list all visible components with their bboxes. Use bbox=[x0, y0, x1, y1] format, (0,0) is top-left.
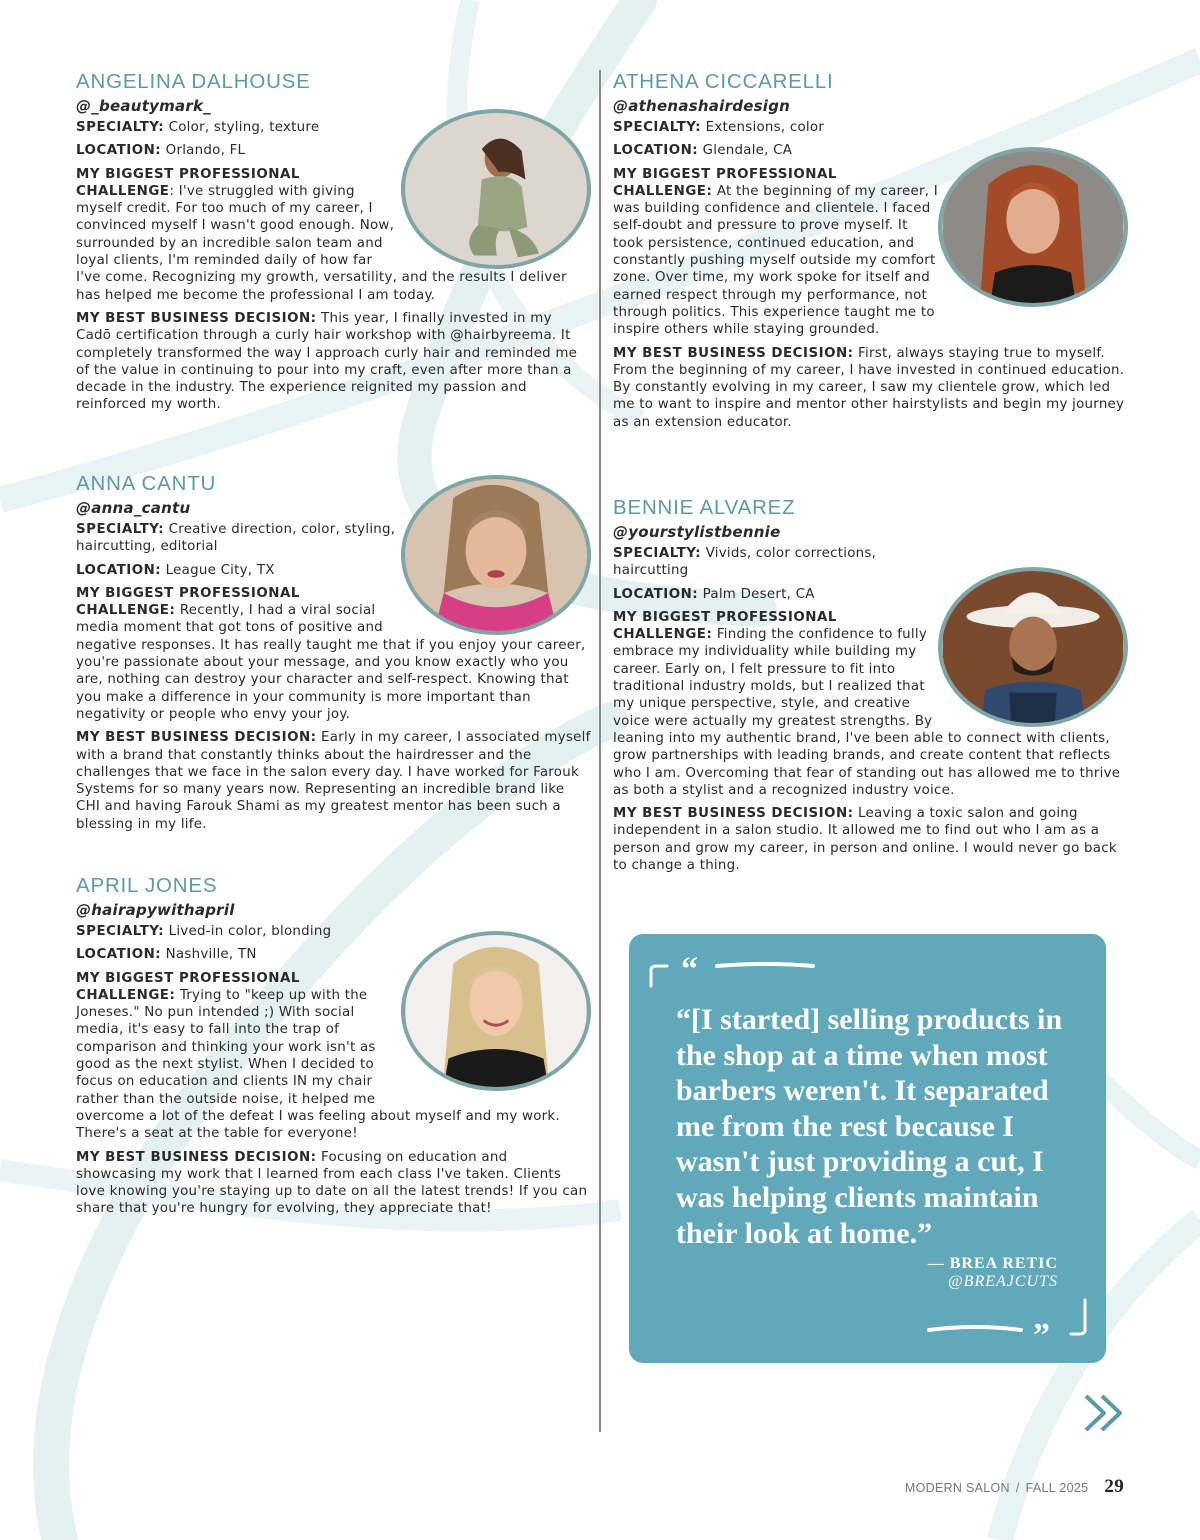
decision-text: First, always staying true to myself. From the beginning of my career, I have invested in continued education. By constantly evolving in my career, I saw my clientele grow, which led me to want to inspire and mentor other hairstylists and begin my journey as an extension educator. bbox=[613, 345, 1125, 430]
challenge-text: At the beginning of my career, I was building confidence and clientele. I faced self-doubt and pressure to prove myself. It took persistence, continued education, and constantly pushing myself outside my comfort zone. Over time, my work spoke for itself and earned respect through my performance, not through politics. This experience taught me to inspire others while staying grounded. bbox=[613, 183, 938, 338]
challenge-text: Recently, I had a viral social media moment that got tons of positive and negative responses. It has really taught me that if you enjoy your career, you're passionate about your message, and you know exactly who you are, nothing can destroy your character and self-respect. Knowing that you make a difference in your community is more important than negativity or people who envy your joy. bbox=[76, 603, 586, 722]
svg-text:”: ” bbox=[1033, 1317, 1050, 1344]
specialty-value: Creative direction, color, styling, haircutting, editorial bbox=[76, 522, 396, 555]
specialty-value: Vivids, color corrections, haircutting bbox=[613, 546, 877, 579]
decision-text: Leaving a toxic salon and going independent in a salon studio. It allowed me to find out who I am as a person and grow my career, in person and online. I would never go back to change a thing. bbox=[613, 806, 1117, 874]
profile-april-jones bbox=[76, 874, 591, 1224]
page-footer bbox=[905, 1476, 1124, 1498]
location-value: Orlando, FL bbox=[161, 143, 246, 159]
specialty-value: Color, styling, texture bbox=[164, 120, 320, 135]
portrait-image bbox=[942, 151, 1124, 303]
location-label: LOCATION: bbox=[76, 562, 162, 578]
profile-photo bbox=[938, 147, 1128, 307]
pull-quote-attribution bbox=[928, 1255, 1058, 1291]
challenge-label: MY BIGGEST PROFESSIONAL CHALLENGE: bbox=[76, 970, 300, 1003]
challenge-text: Trying to "keep up with the Joneses." No pun intended ;) With social media, it's easy to fall into the trap of comparison and thinking your work isn't as good as the next stylist. When I decided to focus on education and clients IN my chair rather than the outside noise, it helped me overcome a lot of the defeat I was feeling about myself and my work. There's a seat at the table for everyone! bbox=[76, 987, 560, 1142]
profile-angelina-dalhouse bbox=[76, 70, 591, 420]
portrait-image bbox=[405, 479, 587, 631]
profile-handle: @anna_cantu bbox=[76, 499, 191, 517]
challenge-label: MY BIGGEST PROFESSIONAL CHALLENGE bbox=[76, 166, 300, 199]
specialty-label: SPECIALTY: bbox=[76, 522, 165, 537]
location-label: LOCATION: bbox=[613, 143, 699, 159]
pull-quote-text: “[I started] selling products in the shop at a time when most barbers weren't. It separated me from the rest because I wasn't just providing a cut, I was helping clients maintain their look at home.” bbox=[676, 1003, 1063, 1250]
pull-quote-box bbox=[629, 934, 1106, 1363]
svg-text:“: “ bbox=[681, 952, 698, 988]
portrait-image bbox=[405, 113, 587, 265]
issue-label: FALL 2025 bbox=[1025, 1481, 1089, 1495]
profile-name: ATHENA CICCARELLI bbox=[613, 70, 834, 93]
quote-author-name: — BREA RETIC bbox=[927, 1255, 1058, 1272]
profile-handle: @hairapywithapril bbox=[76, 901, 235, 919]
portrait-image bbox=[405, 935, 587, 1087]
location-value: League City, TX bbox=[161, 562, 275, 578]
footer-separator: / bbox=[1015, 1481, 1020, 1495]
profile-name: ANNA CANTU bbox=[76, 472, 217, 495]
column-divider bbox=[599, 70, 601, 1432]
location-value: Nashville, TN bbox=[161, 947, 257, 963]
location-label: LOCATION: bbox=[76, 947, 162, 963]
decision-label: MY BEST BUSINESS DECISION: bbox=[613, 345, 854, 361]
decision-text: Early in my career, I associated myself with a brand that constantly thinks about the hairdresser and the challenges that we face in the salon every day. I have worked for Farouk Systems for so many years now. Representing an incredible brand like CHI and having Farouk Shami as my greatest mentor has been such a blessing in my life. bbox=[76, 730, 591, 832]
profile-anna-cantu bbox=[76, 472, 591, 839]
challenge-label: MY BIGGEST PROFESSIONAL CHALLENGE: bbox=[76, 585, 300, 619]
location-value: Palm Desert, CA bbox=[698, 586, 815, 602]
decision-label: MY BEST BUSINESS DECISION: bbox=[76, 310, 317, 326]
profile-handle: @yourstylistbennie bbox=[613, 523, 781, 541]
decision-label: MY BEST BUSINESS DECISION: bbox=[76, 730, 317, 746]
profile-handle: @_beautymark_ bbox=[76, 97, 212, 115]
profile-name: ANGELINA DALHOUSE bbox=[76, 70, 311, 93]
profile-athena-ciccarelli bbox=[613, 70, 1128, 437]
profile-name: APRIL JONES bbox=[76, 874, 218, 897]
location-label: LOCATION: bbox=[76, 143, 162, 159]
challenge-text: Finding the confidence to fully embrace my individuality while building my career. Early on, I felt pressure to fit into traditional industry molds, but I realized that my unique perspective, style, and creative voice were actually my greatest strengths. By leaning into my authentic brand, I've been able to connect with clients, grow partnerships with leading brands, and create content that reflects who I am. Overcoming that fear of standing out has allowed me to thrive as both a stylist and a recognized industry voice. bbox=[613, 627, 1121, 798]
decision-text: This year, I finally invested in my Cadō certification through a curly hair workshop with @hairbyreema. It completely transformed the way I approach curly hair and reminded me of the value in continuing to pour into my craft, even after more than a decade in the industry. The experience reignited my passion and reinforced my worth. bbox=[76, 310, 578, 413]
specialty-label: SPECIALTY: bbox=[76, 120, 165, 135]
location-label: LOCATION: bbox=[613, 586, 699, 602]
portrait-image bbox=[942, 571, 1124, 723]
decision-text: Focusing on education and showcasing my work that I learned from each class I've taken. Clients love knowing you're staying up to date on all the latest trends! If you can share that you're hungry for evolving, they appreciate that! bbox=[76, 1149, 588, 1217]
profile-handle: @athenashairdesign bbox=[613, 97, 791, 115]
page-number: 29 bbox=[1104, 1476, 1124, 1497]
specialty-value: Lived-in color, blonding bbox=[164, 924, 332, 939]
close-quote-ornament-icon bbox=[925, 1294, 1095, 1344]
profile-photo bbox=[938, 567, 1128, 727]
location-value: Glendale, CA bbox=[698, 143, 793, 159]
specialty-label: SPECIALTY: bbox=[613, 120, 702, 135]
challenge-label: MY BIGGEST PROFESSIONAL CHALLENGE: bbox=[613, 166, 837, 199]
specialty-label: SPECIALTY: bbox=[613, 546, 702, 561]
decision-label: MY BEST BUSINESS DECISION: bbox=[613, 806, 854, 822]
profile-name: BENNIE ALVAREZ bbox=[613, 496, 796, 519]
specialty-label: SPECIALTY: bbox=[76, 924, 165, 939]
profile-photo bbox=[401, 931, 591, 1091]
double-chevron-right-icon[interactable] bbox=[1082, 1390, 1128, 1436]
profile-bennie-alvarez bbox=[613, 496, 1128, 880]
profile-photo bbox=[401, 475, 591, 635]
challenge-label: MY BIGGEST PROFESSIONAL CHALLENGE: bbox=[613, 609, 837, 643]
quote-author-handle: @BREAJCUTS bbox=[947, 1273, 1058, 1290]
decision-label: MY BEST BUSINESS DECISION: bbox=[76, 1149, 317, 1165]
publication-name: MODERN SALON bbox=[904, 1481, 1010, 1495]
specialty-value: Extensions, color bbox=[701, 120, 825, 135]
profile-photo bbox=[401, 109, 591, 269]
challenge-text: : I've struggled with giving myself credit. For too much of my career, I convinced myself I wasn't good enough. Now, surrounded by an incredible salon team and loyal clients, I'm reminded daily of how far I've come. Recognizing my growth, versatility, and the results I deliver has helped me become the professional I am today. bbox=[76, 183, 567, 303]
open-quote-ornament-icon bbox=[647, 952, 817, 992]
